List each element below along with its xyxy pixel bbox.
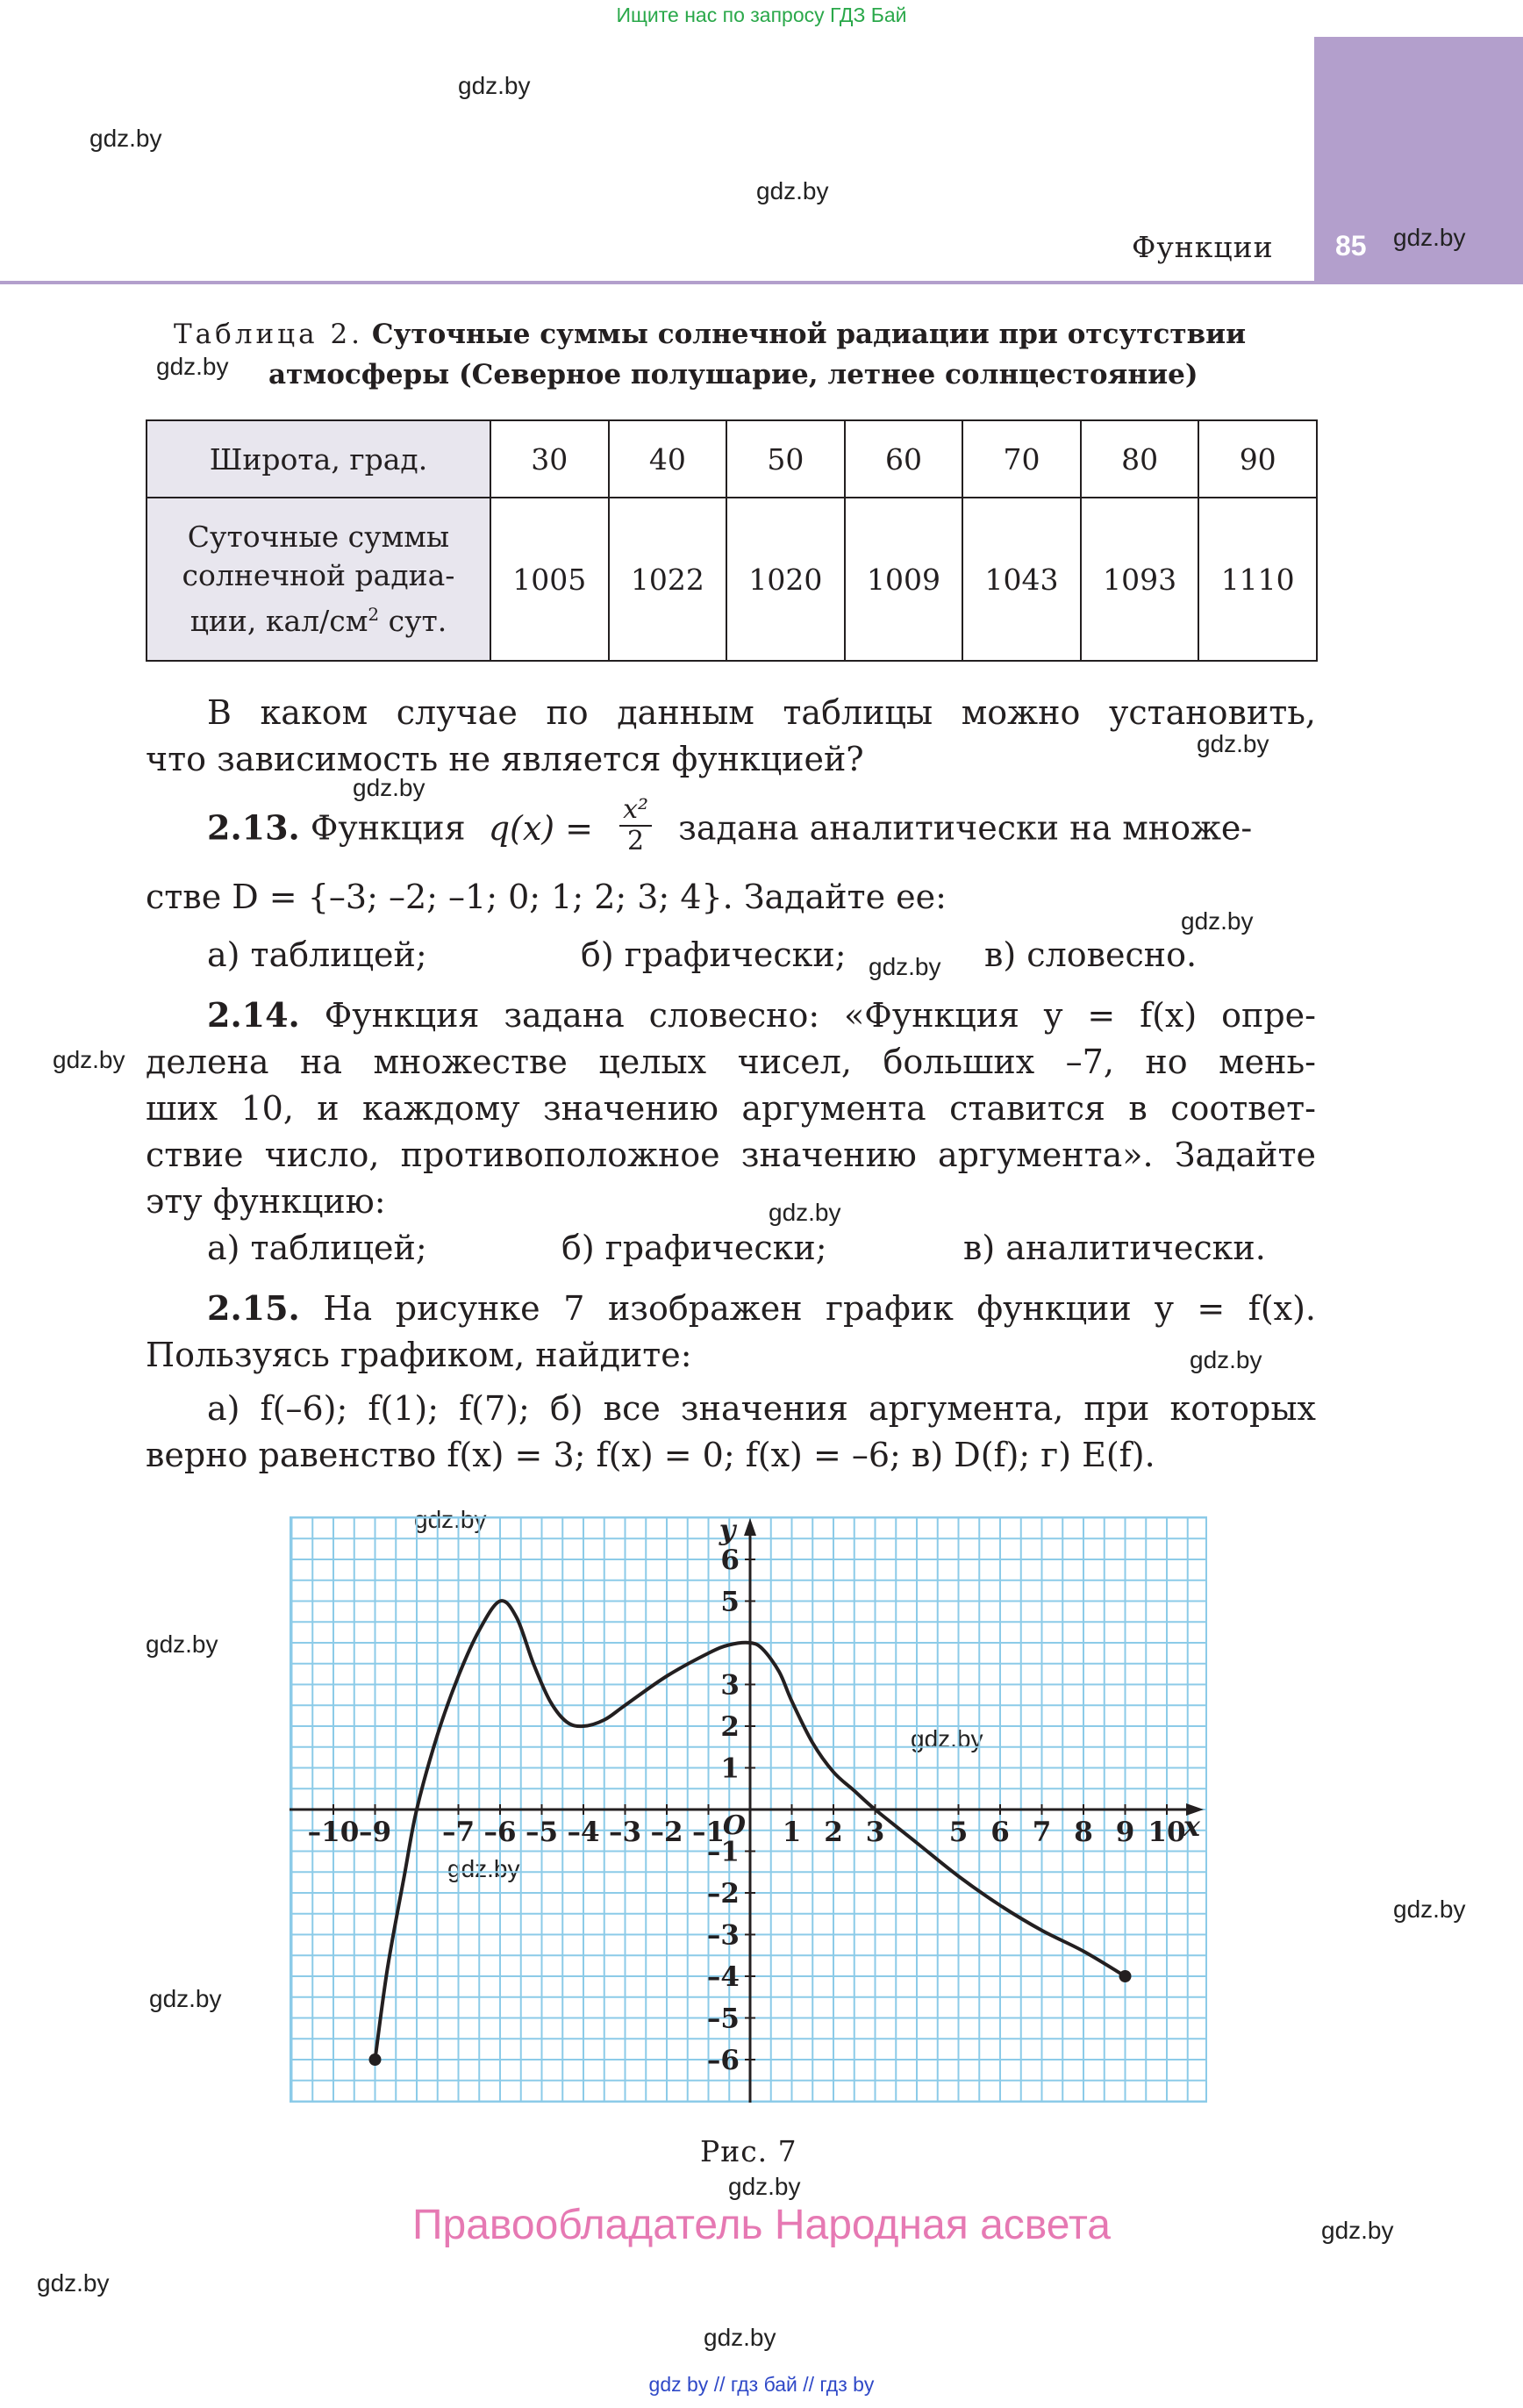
y-tick-label: –1 [706,1836,740,1868]
option-b: б) графически; [581,935,847,974]
x-tick-label: –4 [567,1817,600,1848]
y-tick-label: 1 [720,1752,740,1785]
header-divider [0,281,1523,284]
endpoint-dot [369,2053,382,2066]
fraction-denominator: 2 [627,826,645,856]
table-caption-label: Таблица 2. [174,319,364,350]
table-caption-title-cont: атмосферы (Северное полушарие, летнее солнцестояние) [268,359,1198,391]
watermark: gdz.by [458,72,531,99]
x-tick-label: –7 [441,1817,475,1848]
page-number: 85 [1335,230,1367,262]
y-tick-label: 3 [720,1669,740,1702]
watermark: gdz.by [156,353,229,380]
watermark: gdz.by [447,1855,520,1882]
x-tick-label: 10 [1148,1817,1186,1848]
exercise-text: Функция [310,808,466,848]
watermark: gdz.by [414,1506,487,1533]
y-tick-label: –2 [706,1878,740,1910]
latitude-cell: 40 [609,420,727,498]
table-caption-title: Суточные суммы солнечной радиации при отсутствии [371,319,1247,350]
graph-axes [290,1518,1204,2103]
y-axis-arrow [744,1518,756,1536]
watermark: gdz.by [1393,224,1466,251]
x-tick-label: 7 [1032,1817,1052,1848]
question-paragraph [146,690,1316,783]
exercise-2-15 [146,1285,1316,1479]
exercise-line: Пользуясь графиком, найдите: [146,1336,692,1374]
exercise-text: Функция задана словесно: «Функция y = f(x) опре- [324,996,1316,1035]
exercise-2-13-line2: стве D = {–3; –2; –1; 0; 1; 2; 3; 4}. Задайте ее: [146,878,947,916]
watermark: gdz.by [53,1046,125,1073]
x-tick-label: 5 [948,1817,969,1848]
radiation-cell: 1093 [1081,498,1199,661]
watermark: gdz.by [1197,730,1269,757]
watermark: gdz.by [37,2269,110,2297]
y-tick-label: –4 [706,1961,740,1993]
x-tick-label: 9 [1115,1817,1135,1848]
option-c: в) словесно. [984,935,1198,974]
option-c: в) аналитически. [963,1229,1266,1267]
option-a: а) таблицей; [207,935,427,974]
watermark: gdz.by [728,2173,801,2200]
exercise-line: делена на множестве целых чисел, больших –7, но мень- [146,1043,1316,1081]
x-tick-label: –5 [525,1817,559,1848]
fraction [619,795,652,856]
latitude-cell: 90 [1198,420,1317,498]
exercise-line: ших 10, и каждому значению аргумента ставится в соответ- [146,1089,1316,1128]
y-tick-label: –3 [706,1919,740,1952]
table-row [147,420,1317,498]
exercise-text: На рисунке 7 изображен график функции y = f(x). [323,1289,1316,1328]
option-b: б) графически; [561,1229,827,1267]
exercise-number: 2.13. [207,807,300,848]
watermark: gdz.by [911,1725,983,1752]
function-graph [290,1516,1207,2103]
endpoint-dot [1119,1970,1132,1982]
exercise-line: эту функцию: [146,1182,386,1221]
option-a: а) таблицей; [207,1229,427,1267]
x-tick-label: 2 [824,1817,843,1848]
section-title: Функции [1132,230,1274,264]
watermark: gdz.by [869,953,941,980]
exercise-line [146,1285,1316,1332]
exercise-2-14 [146,992,1316,1225]
y-tick-label: 6 [720,1544,740,1576]
radiation-cell: 1043 [962,498,1081,661]
question-line: что зависимость не является функцией? [146,740,864,778]
watermark: gdz.by [1190,1346,1262,1373]
latitude-cell: 80 [1081,420,1199,498]
exercise-line: а) f(–6); f(1); f(7); б) все значения аргумента, при которых [207,1389,1316,1428]
origin-label: O [722,1810,747,1841]
table-caption [174,314,1314,395]
fraction-numerator: x² [619,795,652,827]
exercise-2-13-line1 [207,794,1316,856]
y-tick-label: 2 [720,1711,740,1743]
radiation-table [146,419,1318,662]
row-header-line: ции, кал/см [189,604,368,638]
row-header-latitude: Широта, град. [147,420,490,498]
y-axis-label: y [719,1516,736,1546]
radiation-cell: 1009 [845,498,963,661]
watermark: gdz.by [756,177,829,204]
figure-caption: Рис. 7 [700,2134,797,2168]
exercise-number: 2.15. [207,1288,300,1328]
row-header-line: Суточные суммы [187,520,450,554]
exercise-line: ствие число, противоположное значению аргумента». Задайте [146,1136,1316,1174]
row-header-sup: 2 [368,604,380,625]
watermark: gdz.by [146,1630,218,1658]
latitude-cell: 30 [490,420,609,498]
watermark: gdz.by [704,2324,776,2351]
watermark: gdz.by [89,125,162,152]
top-note: Ищите нас по запросу ГДЗ Бай [616,4,907,26]
radiation-cell: 1005 [490,498,609,661]
x-tick-label: 8 [1074,1817,1093,1848]
watermark: gdz.by [1393,1896,1466,1923]
row-header-line: сут. [379,604,447,638]
radiation-cell: 1110 [1198,498,1317,661]
exercise-line: верно равенство f(x) = 3; f(x) = 0; f(x) = –6; в) D(f); г) E(f). [146,1436,1155,1474]
exercise-text: задана аналитически на множе- [678,808,1253,848]
latitude-cell: 70 [962,420,1081,498]
y-tick-label: –6 [706,2045,740,2076]
latitude-cell: 50 [726,420,845,498]
bottom-note: gdz by // гдз бай // гдз by [648,2373,875,2396]
watermark: gdz.by [1181,907,1254,935]
x-axis-label: x [1183,1810,1200,1843]
x-tick-label: –6 [483,1817,517,1848]
x-tick-label: –10 [307,1817,360,1848]
x-tick-label: –1 [691,1817,726,1848]
y-tick-label: 5 [720,1586,740,1618]
copyright-notice: Правообладатель Народная асвета [412,2202,1111,2248]
x-tick-label: –3 [608,1817,642,1848]
x-tick-label: 1 [782,1817,802,1848]
watermark: gdz.by [1321,2217,1394,2244]
x-tick-label: –9 [358,1817,392,1848]
function-formula: q(x) = [488,808,594,848]
y-tick-label: –5 [706,2003,740,2035]
row-header-line: солнечной радиа- [182,558,455,592]
watermark: gdz.by [149,1985,222,2012]
x-tick-label: 3 [865,1817,885,1848]
watermark: gdz.by [769,1199,841,1226]
question-line: В каком случае по данным таблицы можно установить, [207,693,1316,732]
radiation-cell: 1022 [609,498,727,661]
x-tick-label: 6 [990,1817,1010,1848]
exercise-number: 2.14. [207,995,300,1035]
row-header-radiation [147,498,490,661]
table-row [147,498,1317,661]
latitude-cell: 60 [845,420,963,498]
exercise-line [146,992,1316,1039]
x-tick-label: –2 [650,1817,683,1848]
watermark: gdz.by [353,774,425,801]
radiation-cell: 1020 [726,498,845,661]
